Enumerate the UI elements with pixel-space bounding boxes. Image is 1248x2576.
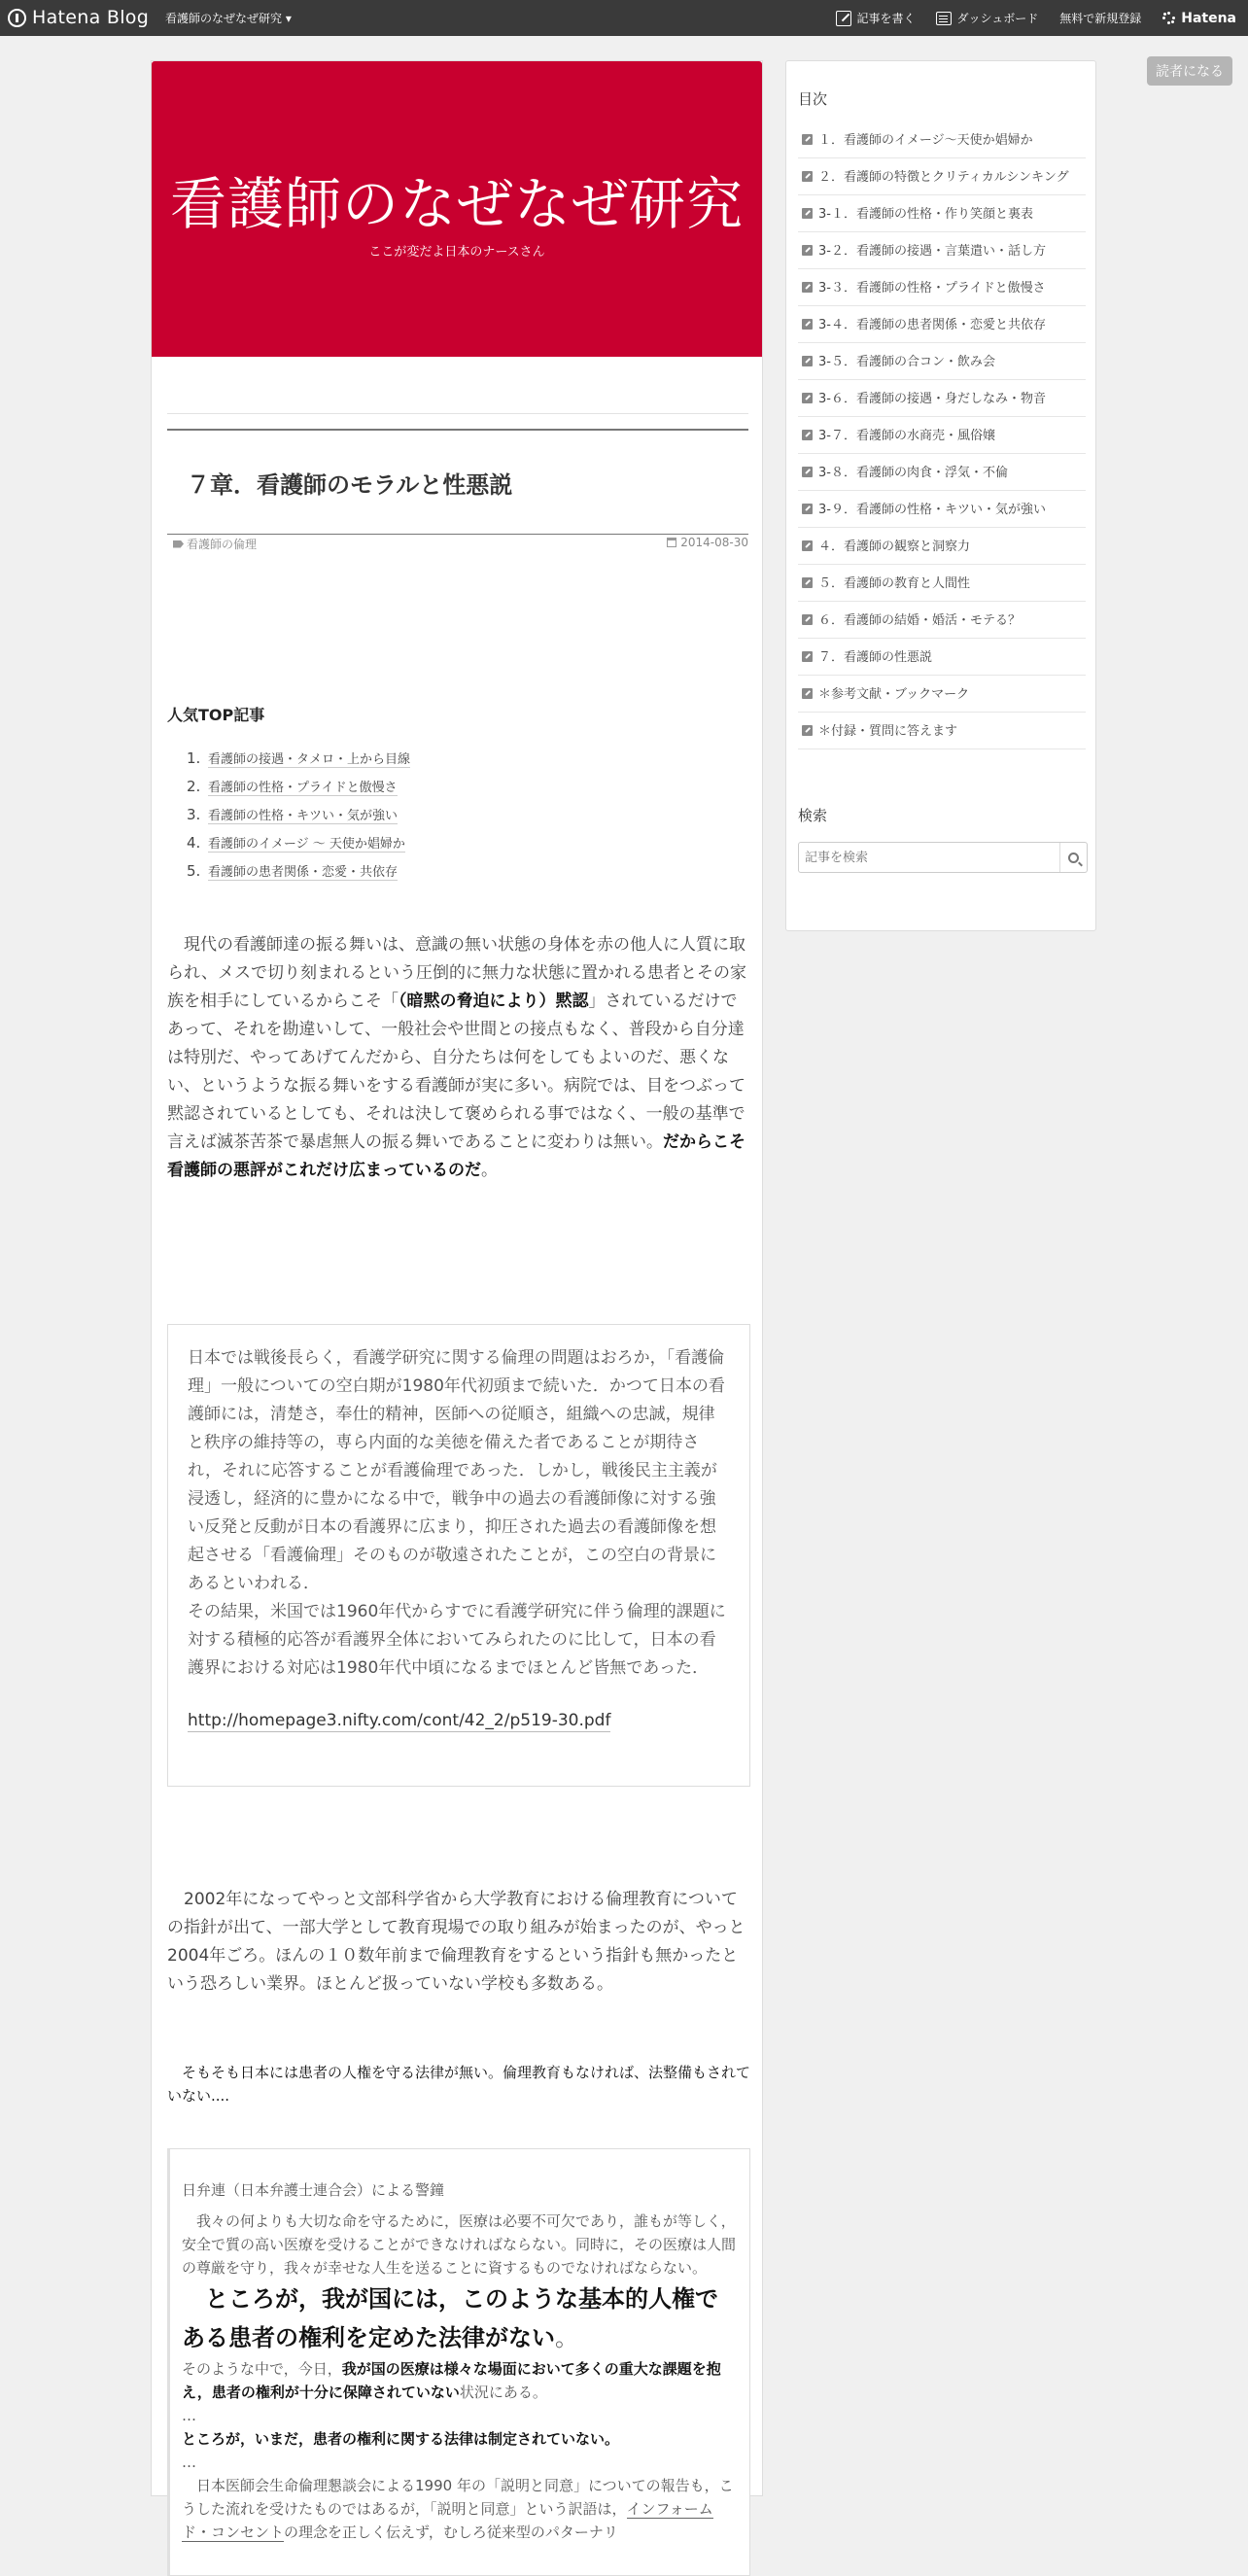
post-icon	[802, 282, 813, 293]
search-title: 検索	[798, 807, 828, 824]
post-icon	[802, 356, 813, 366]
toc-item-label: 3-１．看護師の性格・作り笑顔と裏表	[818, 207, 1033, 222]
hatena-dots-icon	[1162, 12, 1176, 25]
toc-item[interactable]	[798, 122, 1086, 158]
toc-item-label: ７．看護師の性悪説	[818, 650, 933, 665]
q2-p4-text: 日本医師会生命倫理懇談会による1990 年の「説明と同意」についての報告も，こうした流れを受けたものではあるが，「説明と同意」という訳語は，	[182, 2477, 734, 2518]
dashboard-icon	[936, 12, 952, 25]
dashboard-link[interactable]	[936, 10, 1038, 26]
write-article-label: 記事を書く	[856, 12, 916, 25]
date-label: 2014-08-30	[680, 536, 748, 549]
popular-item-number: 2.	[187, 778, 201, 795]
q2-p2-text: そのような中で，今日，	[182, 2360, 342, 2378]
toc-item[interactable]	[798, 306, 1086, 343]
toc-item-label: ＊付録・質問に答えます	[818, 724, 958, 739]
quote-heading: 日弁連（日本弁護士連合会）による警鐘	[182, 2181, 445, 2199]
signup-link[interactable]: 無料で新規登録	[1059, 12, 1142, 25]
toc-list	[798, 122, 1086, 749]
p1-bold-2: だからこそ看護師の悪評がこれだけ広まっているのだ	[167, 1132, 745, 1180]
blockquote-ethics	[167, 1324, 750, 1787]
header-actions	[836, 0, 1236, 36]
popular-item-link[interactable]: 看護師のイメージ 〜 天使か娼婦か	[208, 833, 405, 853]
quote-emphasis-text: ところが，我が国には，このような基本的人権である患者の権利を定めた法律がない	[182, 2285, 718, 2351]
toc-item[interactable]	[798, 565, 1086, 602]
toc-item-label: １．看護師のイメージ〜天使か娼婦か	[818, 133, 1033, 148]
search-button[interactable]	[1059, 843, 1087, 872]
popular-title: 人気TOP記事	[167, 706, 265, 724]
p1-bold: （暗黙の脅迫により）黙認	[399, 992, 589, 1011]
toc-item-label: 3-６．看護師の接遇・身だしなみ・物音	[818, 392, 1046, 406]
hatena-blog-logo[interactable]	[8, 6, 149, 29]
entry-title[interactable]: ７章．看護師のモラルと性悪説	[187, 471, 513, 499]
post-icon	[802, 467, 813, 477]
post-icon	[802, 134, 813, 145]
ellipsis: …	[182, 2407, 196, 2424]
blog-description: ここが変だよ日本のナースさん	[368, 245, 545, 260]
popular-item-number: 5.	[187, 862, 201, 880]
popular-item-link[interactable]: 看護師の性格・キツい・気が強い	[208, 805, 398, 824]
p1-end: 。	[481, 1161, 498, 1180]
popular-item-link[interactable]: 看護師の性格・プライドと傲慢さ	[208, 777, 398, 796]
toc-item[interactable]	[798, 676, 1086, 713]
popular-item-number: 3.	[187, 806, 201, 823]
toc-item-label: 3-９．看護師の性格・キツい・気が強い	[818, 503, 1046, 517]
paragraph-1	[167, 931, 750, 1185]
post-icon	[802, 504, 813, 514]
tag-icon	[173, 540, 184, 548]
quote-emphasis	[182, 2280, 736, 2357]
q2-p2-end: 状況にある。	[459, 2384, 547, 2401]
quote-source-link[interactable]: http://homepage3.nifty.com/cont/42_2/p519-30.pdf	[188, 1711, 611, 1730]
toc-item-label: 3-７．看護師の水商売・風俗嬢	[818, 429, 995, 443]
pencil-icon	[836, 11, 851, 26]
search-icon	[1068, 853, 1079, 863]
post-icon	[802, 540, 813, 551]
popular-item	[187, 833, 410, 861]
q2-p4-end: の理念を正しく伝えず，むしろ従来型のパターナリ	[284, 2524, 618, 2541]
quote-paragraph: 我々の何よりも大切な命を守るために，医療は必要不可欠であり，誰もが等しく，安全で質の高い医療を受けることができなければならない。同時に，その医療は人間の尊厳を守り，我々が幸せな人生を送ることに資するものでなければならない。	[182, 2212, 737, 2277]
brand-label: Hatena Blog	[32, 7, 150, 28]
toc-item[interactable]	[798, 195, 1086, 232]
sidebar	[785, 60, 1096, 931]
toc-title: 目次	[798, 90, 828, 108]
toc-item[interactable]	[798, 528, 1086, 565]
popular-item-number: 1.	[187, 749, 201, 767]
post-icon	[802, 651, 813, 662]
toc-item-label: 3-２．看護師の接遇・言葉遣い・話し方	[818, 244, 1046, 259]
popular-list	[187, 748, 410, 889]
toc-item-label: ４．看護師の観察と洞察力	[818, 540, 971, 554]
post-icon	[802, 614, 813, 625]
post-icon	[802, 208, 813, 219]
search-form	[798, 842, 1088, 873]
dashboard-label: ダッシュボード	[956, 12, 1039, 25]
quote-text-2: その結果，米国では1960年代からすでに看護学研究に伴う倫理的課題に対する積極的応答が看護界全体においてみられたのに比して，日本の看護界における対応は1980年代中頃になるまでほとんど皆無であった．	[188, 1602, 726, 1678]
toc-item-label: ６．看護師の結婚・婚活・モテる？	[818, 613, 1022, 628]
post-icon	[802, 393, 813, 403]
toc-item[interactable]	[798, 232, 1086, 269]
post-icon	[802, 319, 813, 330]
search-input[interactable]	[805, 844, 1057, 871]
quote-emphasis-end: 。	[555, 2324, 578, 2351]
q2-p2-bold: 我が国の医療は様々な場面において多くの重大な課題を抱え，患者の権利が十分に保障されていない	[182, 2360, 721, 2401]
toc-item[interactable]	[798, 602, 1086, 639]
category-link[interactable]	[173, 536, 257, 552]
entry-date	[667, 536, 748, 549]
blog-selector[interactable]: 看護師のなぜなぜ研究 ▾	[165, 12, 292, 25]
toc-item-label: 3-３．看護師の性格・プライドと傲慢さ	[818, 281, 1046, 296]
hatena-link[interactable]	[1162, 11, 1236, 26]
calendar-icon	[667, 538, 676, 547]
divider	[167, 413, 748, 414]
category-label: 看護師の倫理	[187, 538, 258, 551]
blog-title[interactable]: 看護師のなぜなぜ研究	[169, 171, 744, 237]
popular-item	[187, 861, 410, 889]
hatena-label: Hatena	[1181, 10, 1236, 26]
toc-item[interactable]	[798, 158, 1086, 195]
toc-item[interactable]	[798, 713, 1086, 749]
toc-item-label: 3-４．看護師の患者関係・恋愛と共依存	[818, 318, 1046, 332]
ellipsis-2: …	[182, 2454, 196, 2471]
toc-item-label: ２．看護師の特徴とクリティカルシンキング	[818, 170, 1069, 185]
quote-paragraph-4	[182, 2474, 736, 2544]
toc-item-label: 3-８．看護師の肉食・浮気・不倫	[818, 466, 1008, 480]
toc-item[interactable]	[798, 639, 1086, 676]
blockquote-jfba	[167, 2148, 750, 2576]
title-rule-bottom	[167, 534, 748, 535]
paragraph-3: そもそも日本には患者の人権を守る法律が無い。倫理教育もなければ、法整備もされていない....	[167, 2064, 751, 2105]
toc-item[interactable]	[798, 269, 1086, 306]
popular-item	[187, 805, 410, 833]
post-icon	[802, 430, 813, 440]
post-icon	[802, 245, 813, 256]
post-icon	[802, 577, 813, 588]
popular-item	[187, 777, 410, 805]
toc-item[interactable]	[798, 491, 1086, 528]
toc-item-label: ＊参考文献・ブックマーク	[818, 687, 970, 702]
toc-item[interactable]	[798, 417, 1086, 454]
toc-item[interactable]	[798, 454, 1086, 491]
hatena-blog-icon	[8, 9, 26, 27]
post-icon	[802, 171, 813, 182]
popular-item-number: 4.	[187, 834, 201, 852]
toc-item-label: ５．看護師の教育と人間性	[818, 576, 971, 591]
post-icon	[802, 725, 813, 736]
title-rule-top	[167, 429, 748, 431]
quote-text: 日本では戦後長らく，看護学研究に関する倫理の問題はおろか，「看護倫理」一般についての空白期が1980年代初頭まで続いた．かつて日本の看護師には，清楚さ，奉仕的精神，医師への従順さ，組織への忠誠，規律と秩序の維持等の，専ら内面的な美徳を備えた者であることが期待され，それに応答することが看護倫理であった．しかし，戦後民主主義が浸透し，経済的に豊かになる中で，戦争中の過去の看護師像に対する強い反発と反動が日本の看護界に広まり，抑圧された過去の看護師像を想起させる「看護倫理」そのものが敬遠されたことが，この空白の背景にあるといわれる．	[188, 1348, 725, 1593]
paragraph-2: 2002年になってやっと文部科学省から大学教育における倫理教育についての指針が出て、一部大学として教育現場での取り組みが始まったのが、やっと2004年ごろ。ほんの１０数年前まで倫理教育をするという指針も無かったという恐ろしい業界。ほとんど扱っていない学校も多数ある。	[167, 1890, 745, 1994]
quote-paragraph-2	[182, 2357, 736, 2404]
post-icon	[802, 688, 813, 699]
quote-paragraph-3: ところが，いまだ，患者の権利に関する法律は制定されていない。	[182, 2430, 620, 2448]
toc-item-label: 3-５．看護師の合コン・飲み会	[818, 355, 995, 369]
p1-text: 現代の看護師達の振る舞いは、意識の無い状態の身体を赤の他人に人質に取られ、メスで切り刻まれるという圧倒的に無力な状態に置かれる患者とその家族を相手にしているからこそ「	[167, 935, 747, 1011]
toc-item[interactable]	[798, 343, 1086, 380]
p1-text-2: 」されているだけであって、それを勘違いして、一般社会や世間との接点もなく、普段から自分達は特別だ、やってあげてんだから、自分たちは何をしてもよいのだ、悪くない、というような振る舞いをする看護師が実に多い。病院では、目をつぶって黙認されているとしても、それは決して褒められる事ではなく、一般の基準で言えば滅茶苦茶で暴虐無人の振る舞いであることに変わりは無い。	[167, 992, 745, 1152]
global-header	[0, 0, 1248, 36]
informed-consent-link[interactable]: インフォームド・コンセント	[182, 2500, 713, 2541]
write-article-link[interactable]	[836, 10, 915, 26]
toc-item[interactable]	[798, 380, 1086, 417]
popular-item-link[interactable]: 看護師の接遇・タメロ・上から目線	[208, 748, 410, 768]
popular-item-link[interactable]: 看護師の患者関係・恋愛・共依存	[208, 861, 398, 881]
subscribe-button[interactable]: 読者になる	[1147, 56, 1232, 86]
main-column	[151, 60, 763, 2541]
popular-item	[187, 748, 410, 777]
blog-header	[152, 61, 762, 357]
